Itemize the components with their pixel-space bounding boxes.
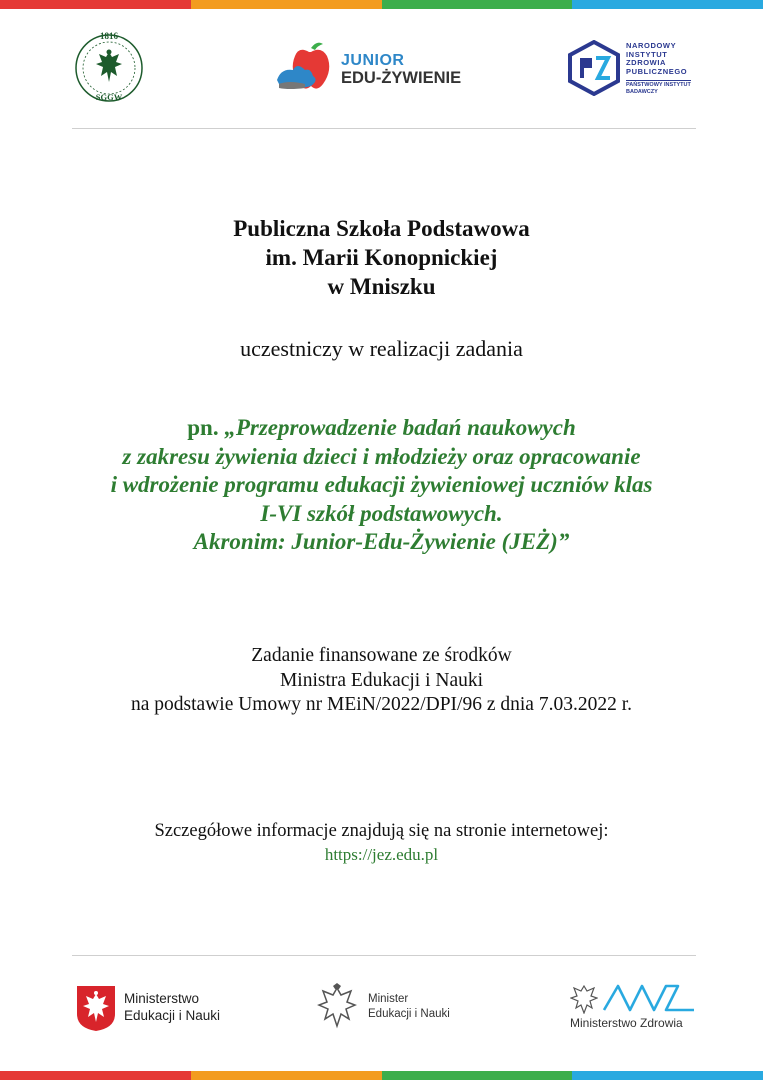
- pzh-line-4: PUBLICZNEGO: [626, 66, 688, 76]
- funding-info: [0, 644, 763, 718]
- funding-line-1: Zadanie finansowane ze środków: [251, 645, 512, 666]
- sggw-year: 1816: [100, 31, 118, 41]
- school-name: [0, 214, 763, 301]
- header-divider: [72, 128, 696, 129]
- school-line-2: im. Marii Konopnickiej: [265, 245, 498, 270]
- school-line-1: Publiczna Szkoła Podstawowa: [233, 216, 530, 241]
- minister-line-1: Minister: [368, 993, 409, 1005]
- polish-eagle-red-icon: [75, 984, 117, 1032]
- stripe-green: [382, 0, 573, 9]
- polish-eagle-small-icon: [570, 982, 598, 1014]
- stripe-green: [382, 1071, 573, 1080]
- website-link[interactable]: https://jez.edu.pl: [324, 845, 439, 864]
- junior-wordmark: JUNIOR: [341, 52, 405, 69]
- project-title: [0, 414, 763, 557]
- project-line-1: „Przeprowadzenie badań naukowych: [224, 415, 576, 440]
- pzh-line-2: INSTYTUT: [626, 49, 668, 59]
- mein-line-2: Edukacji i Nauki: [124, 1008, 221, 1023]
- details-info: [0, 820, 763, 866]
- pzh-sub-1: PAŃSTWOWY INSTYTUT: [626, 82, 691, 88]
- mein-line-1: Ministerstwo: [124, 991, 200, 1006]
- project-prefix: pn.: [187, 415, 225, 440]
- pzh-hexagon-icon: [566, 40, 622, 96]
- project-line-2: z zakresu żywienia dzieci i młodzieży oraz opracowanie: [122, 443, 641, 469]
- stripe-orange: [191, 1071, 382, 1080]
- details-text: Szczegółowe informacje znajdują się na stronie internetowej:: [154, 821, 609, 841]
- junior-edu-zywienie-logo: [275, 40, 490, 96]
- project-line-4: I-VI szkół podstawowych.: [260, 500, 503, 526]
- apple-hedgehog-icon: [275, 40, 337, 96]
- top-color-stripe: [0, 0, 763, 9]
- minister-line-2: Edukacji i Nauki: [368, 1007, 450, 1020]
- mz-label: Ministerstwo Zdrowia: [570, 1016, 683, 1030]
- stripe-red: [0, 1071, 191, 1080]
- edu-zywienie-wordmark: EDU-ŻYWIENIE: [341, 69, 462, 87]
- minister-logo: [315, 982, 455, 1032]
- pzh-line-1: NARODOWY: [626, 41, 677, 50]
- footer-divider: [72, 955, 696, 956]
- stripe-red: [0, 0, 191, 9]
- mz-logo: [570, 980, 700, 1032]
- polish-eagle-grey-icon: [315, 982, 359, 1030]
- stripe-blue: [572, 0, 763, 9]
- stripe-orange: [191, 0, 382, 9]
- school-line-3: w Mniszku: [327, 274, 436, 299]
- sggw-logo: [72, 32, 146, 104]
- mz-wave-icon: [602, 980, 698, 1014]
- pzh-logo: [566, 40, 696, 100]
- funding-line-3: na podstawie Umowy nr MEiN/2022/DPI/96 z dnia 7.03.2022 r.: [131, 694, 632, 715]
- pzh-sub-2: BADAWCZY: [626, 88, 658, 95]
- stripe-blue: [572, 1071, 763, 1080]
- funding-line-2: Ministra Edukacji i Nauki: [279, 669, 484, 691]
- participation-text: uczestniczy w realizacji zadania: [240, 336, 523, 361]
- pzh-line-3: ZDROWIA: [626, 58, 667, 68]
- bottom-color-stripe: [0, 1071, 763, 1080]
- sggw-abbr: SGGW: [95, 92, 123, 102]
- mein-logo: [75, 984, 235, 1032]
- project-line-3: i wdrożenie programu edukacji żywieniowej uczniów klas: [110, 472, 653, 497]
- project-line-5: Akronim: Junior-Edu-Żywienie (JEŻ)”: [193, 529, 570, 554]
